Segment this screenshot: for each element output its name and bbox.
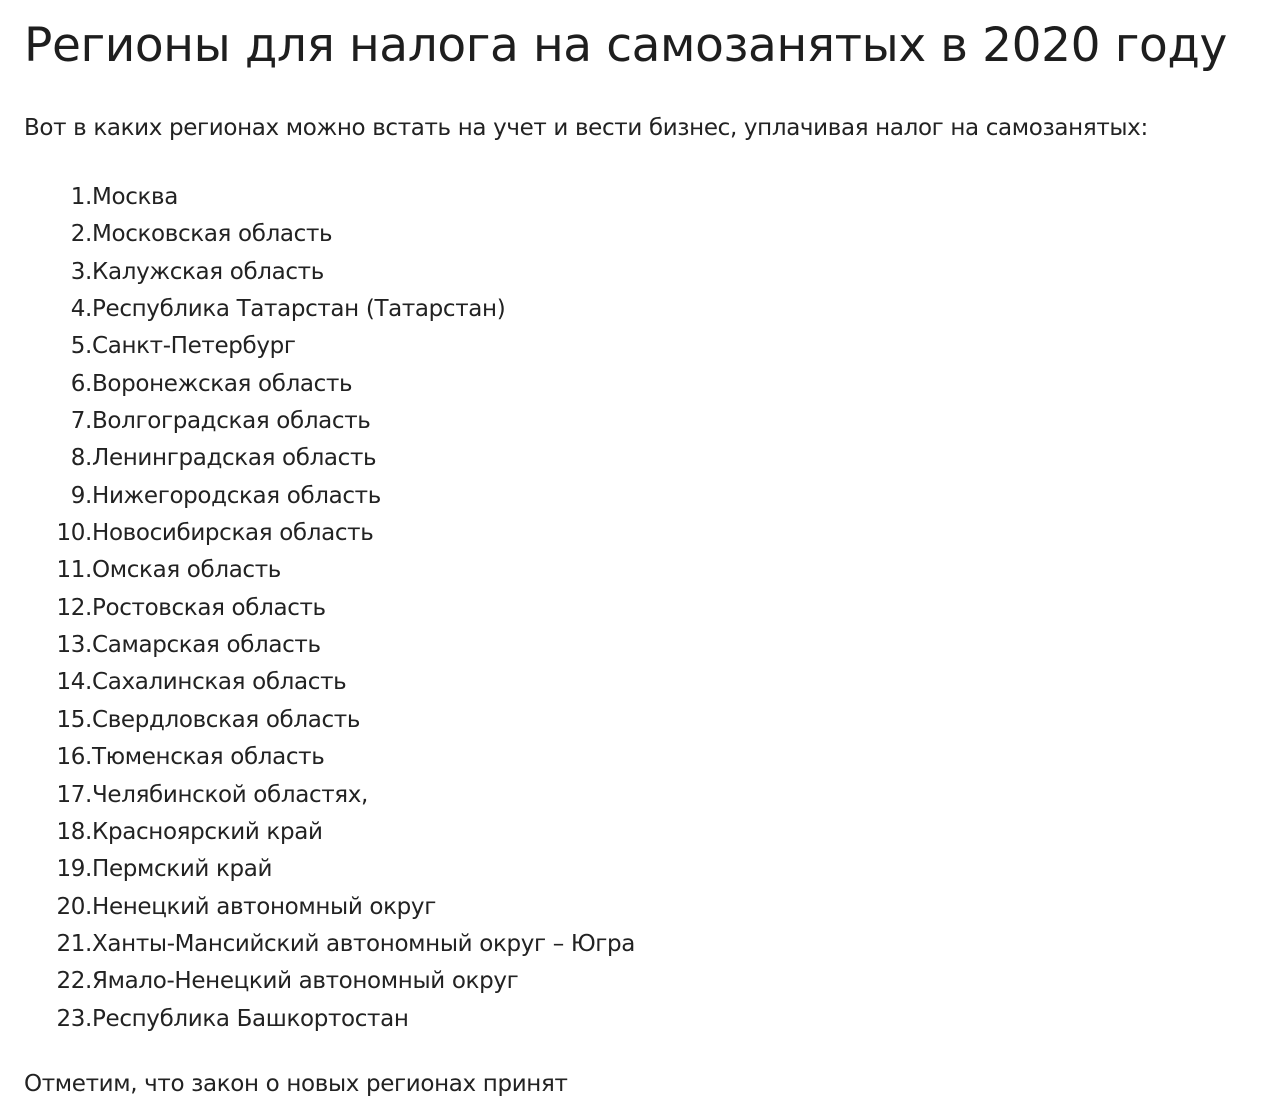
list-item <box>24 515 635 552</box>
list-item-number: 7. <box>70 408 92 435</box>
list-item <box>24 851 635 888</box>
list-item-label: Свердловская область <box>92 706 361 733</box>
list-item <box>24 403 635 440</box>
list-item-number: 18. <box>56 818 92 845</box>
list-item-label: Тюменская область <box>92 744 325 771</box>
list-item-label: Республика Татарстан (Татарстан) <box>92 296 506 323</box>
list-item <box>24 814 635 851</box>
list-item-number: 1. <box>70 184 92 210</box>
regions-list <box>24 179 635 1038</box>
list-item-number: 13. <box>56 632 92 659</box>
list-item-label: Пермский край <box>92 856 273 883</box>
list-item-label: Воронежская область <box>92 370 353 397</box>
list-item-label: Ленинградская область <box>92 445 377 472</box>
list-item-number: 23. <box>56 1005 92 1032</box>
list-item-number: 16. <box>56 744 92 771</box>
list-item-number: 3. <box>70 258 92 285</box>
list-item <box>24 440 635 477</box>
list-item-label: Ненецкий автономный округ <box>92 893 436 920</box>
next-paragraph: Отметим, что закон о новых регионах принят <box>24 1071 568 1097</box>
list-item-label: Ханты-Мансийский автономный округ – Югра <box>92 930 636 957</box>
list-item <box>24 664 635 701</box>
list-item-number: 6. <box>70 370 92 397</box>
list-item <box>24 739 635 776</box>
list-item-label: Ямало-Ненецкий автономный округ <box>92 968 519 995</box>
list-item-number: 21. <box>56 930 92 957</box>
list-item-number: 10. <box>56 520 92 547</box>
list-item-number: 17. <box>56 781 92 808</box>
list-item <box>24 478 635 515</box>
list-item <box>24 552 635 589</box>
list-item-label: Волгоградская область <box>92 408 371 435</box>
list-item-number: 11. <box>56 557 92 584</box>
list-item-number: 5. <box>70 333 92 360</box>
list-item-label: Самарская область <box>92 632 321 659</box>
list-item-number: 8. <box>70 445 92 472</box>
list-item-label: Московская область <box>92 221 333 248</box>
list-item <box>24 926 635 963</box>
list-item-label: Сахалинская область <box>92 669 347 696</box>
list-item <box>24 963 635 1000</box>
list-item-label: Санкт-Петербург <box>92 333 296 360</box>
list-item <box>24 291 635 328</box>
list-item-label: Красноярский край <box>92 818 323 845</box>
list-item-label: Новосибирская область <box>92 520 374 547</box>
list-item-number: 22. <box>56 968 92 995</box>
list-item <box>24 590 635 627</box>
list-item <box>24 328 635 365</box>
article <box>24 0 1264 1097</box>
list-item <box>24 216 635 253</box>
list-item <box>24 777 635 814</box>
list-item-number: 15. <box>56 706 92 733</box>
list-item-number: 4. <box>70 296 92 323</box>
list-item <box>24 254 635 291</box>
list-item-label: Нижегородская область <box>92 482 381 509</box>
list-item-number: 20. <box>56 893 92 920</box>
list-item-label: Москва <box>92 184 179 210</box>
list-item <box>24 702 635 739</box>
list-item-number: 19. <box>56 856 92 883</box>
list-item-label: Ростовская область <box>92 594 326 621</box>
list-item <box>24 1001 635 1038</box>
list-item-label: Калужская область <box>92 258 324 285</box>
list-item-number: 2. <box>70 221 92 248</box>
list-item-label: Республика Башкортостан <box>92 1005 409 1032</box>
list-item-label: Челябинской областях, <box>92 781 368 808</box>
list-item <box>24 179 635 216</box>
list-item <box>24 889 635 926</box>
list-item-number: 14. <box>56 669 92 696</box>
list-item-label: Омская область <box>92 557 281 584</box>
intro-paragraph: Вот в каких регионах можно встать на учет и вести бизнес, уплачивая налог на самозанятых: <box>24 115 1148 141</box>
list-item-number: 12. <box>56 594 92 621</box>
list-item <box>24 627 635 664</box>
list-item-number: 9. <box>70 482 92 509</box>
list-item <box>24 366 635 403</box>
page-title: Регионы для налога на самозанятых в 2020 году <box>24 18 1227 73</box>
